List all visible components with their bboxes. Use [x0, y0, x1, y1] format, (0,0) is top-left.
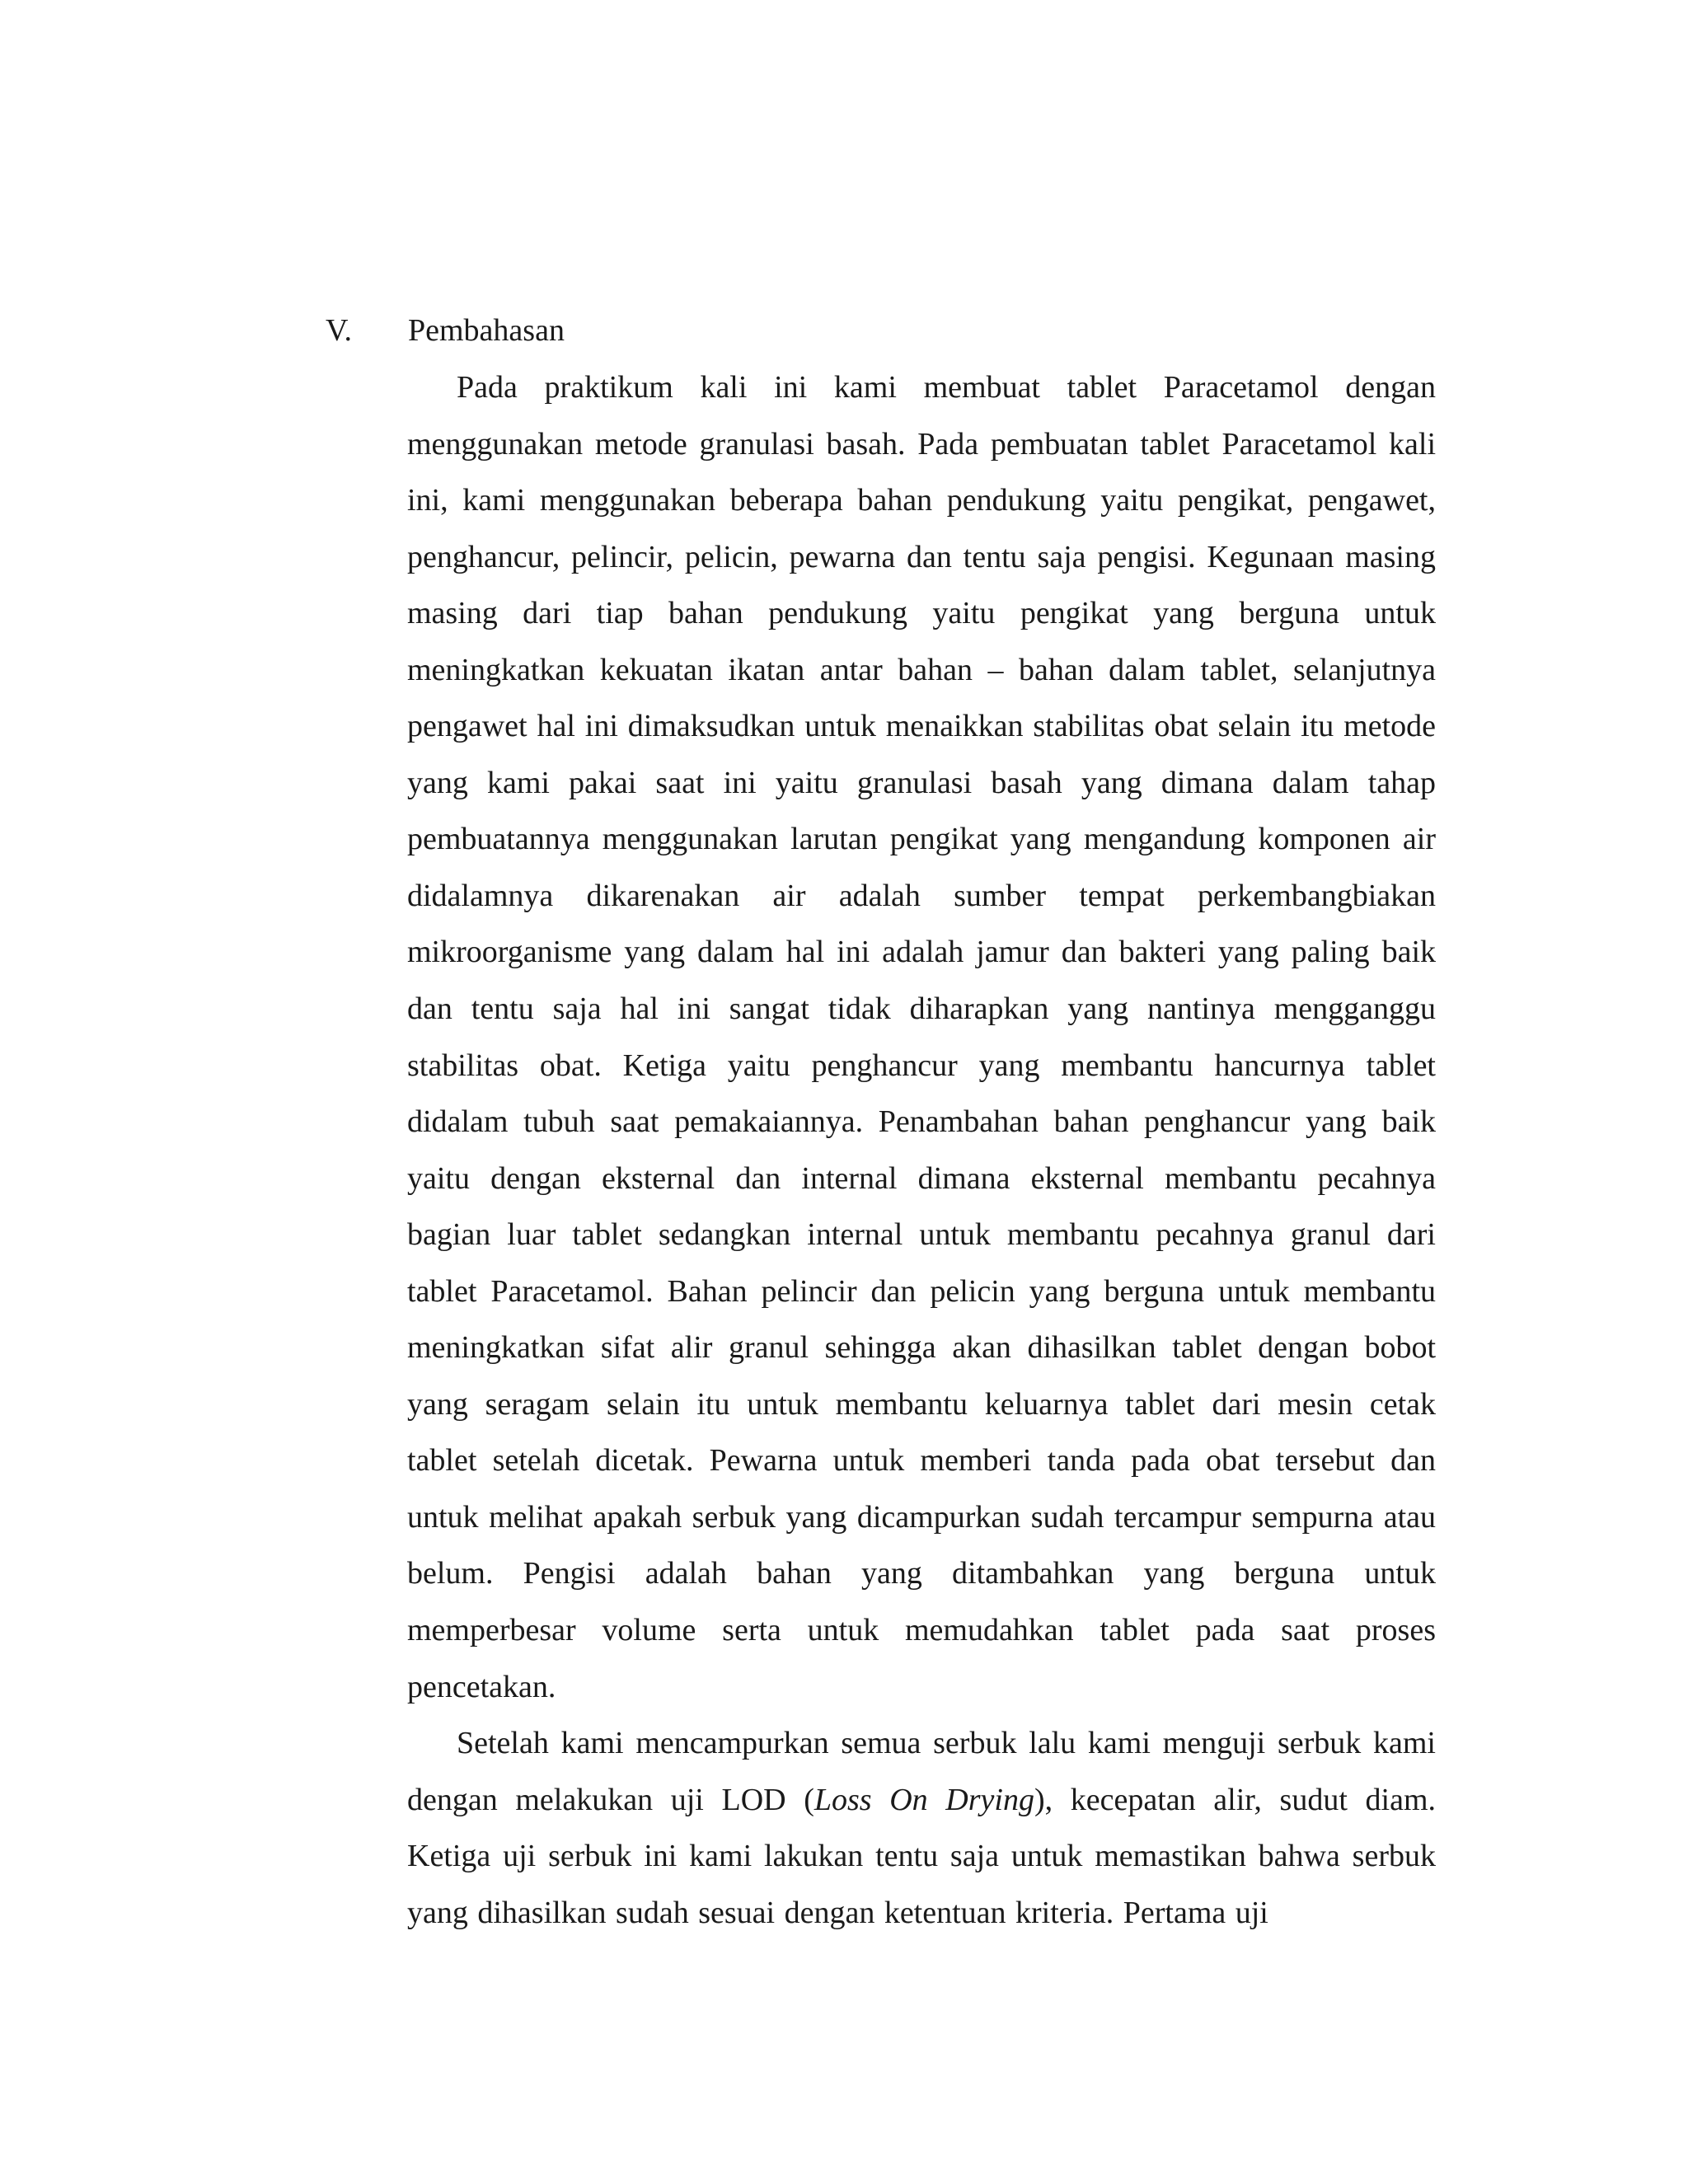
paragraph-1: Pada praktikum kali ini kami membuat tablet Paracetamol dengan menggunakan metode granulasi basah. Pada pembuatan tablet Paracetamol kali ini, kami menggunakan beberapa bahan pendukung yaitu pengikat, pengawet, penghancur, pelincir, pelicin, pewarna dan tentu saja pengisi. Kegunaan masing masing dari tiap bahan pendukung yaitu pengikat yang berguna untuk meningkatkan kekuatan ikatan antar bahan – bahan dalam tablet, selanjutnya pengawet hal ini dimaksudkan untuk menaikkan stabilitas obat selain itu metode yang kami pakai saat ini yaitu granulasi basah yang dimana dalam tahap pembuatannya menggunakan larutan pengikat yang mengandung komponen air didalamnya dikarenakan air adalah sumber tempat perkembangbiakan mikroorganisme yang dalam hal ini adalah jamur dan bakteri yang paling baik dan tentu saja hal ini sangat tidak diharapkan yang nantinya mengganggu stabilitas obat. Ketiga yaitu penghancur yang membantu hancurnya tablet didalam tubuh saat pemakaiannya. Penambahan bahan penghancur yang baik yaitu dengan eksternal dan internal dimana eksternal membantu pecahnya bagian luar tablet sedangkan internal untuk membantu pecahnya granul dari tablet Paracetamol. Bahan pelincir dan pelicin yang berguna untuk membantu meningkatkan sifat alir granul sehingga akan dihasilkan tablet dengan bobot yang seragam selain itu untuk membantu keluarnya tablet dari mesin cetak tablet setelah dicetak. Pewarna untuk memberi tanda pada obat tersebut dan untuk melihat apakah serbuk yang dicampurkan sudah tercampur sempurna atau belum. Pengisi adalah bahan yang ditambahkan yang berguna untuk memperbesar volume serta untuk memudahkan tablet pada saat proses pencetakan. [407, 370, 1436, 1704]
section-body [407, 359, 1436, 1941]
paragraph-2 [407, 1715, 1436, 1941]
paragraph-2-part-2: ), kecepatan alir, sudut diam. Ketiga uji serbuk ini kami lakukan tentu saja untuk memastikan bahwa serbuk yang dihasilkan sudah sesuai dengan ketentuan kriteria. Pertama uji [407, 1782, 1437, 1930]
paragraph-2-part-1: Setelah kami mencampurkan semua serbuk lalu kami menguji serbuk kami dengan melakukan uji LOD ( [407, 1726, 1436, 1817]
section-heading [326, 302, 565, 359]
section-number: V. [326, 313, 353, 348]
section-title: Pembahasan [408, 313, 565, 348]
paragraph-2-italic-term: Loss On Drying [814, 1782, 1034, 1817]
